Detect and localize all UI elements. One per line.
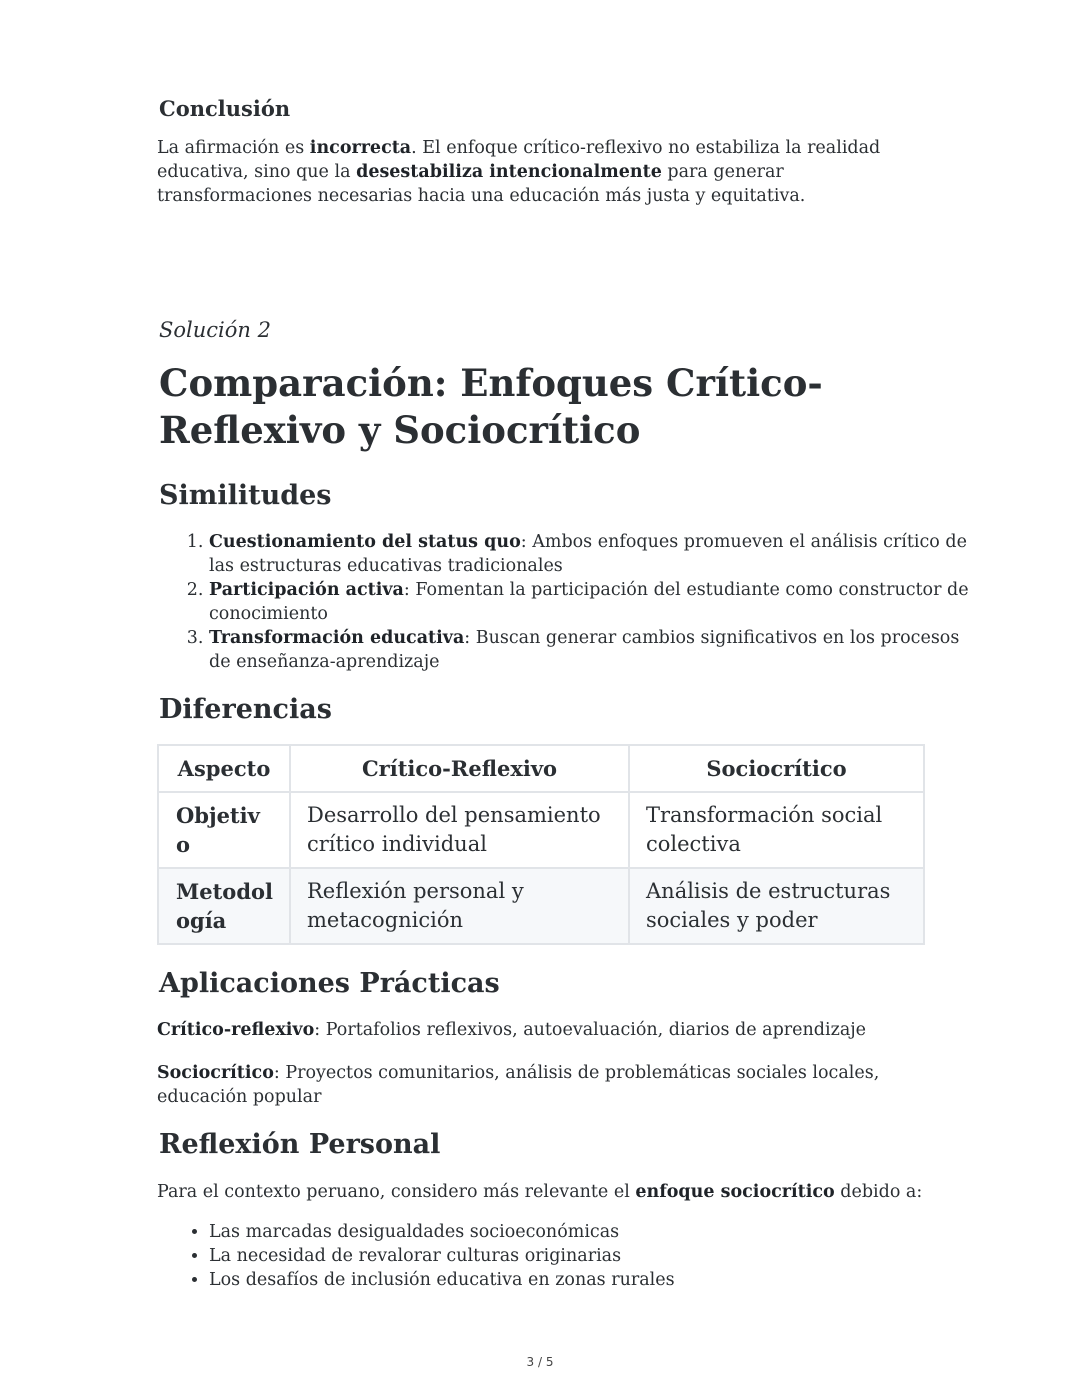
aplicaciones-heading: Aplicaciones Prácticas <box>159 968 500 999</box>
table-header-row <box>158 745 924 792</box>
text-run: debido a: <box>834 1182 923 1202</box>
table-row <box>158 868 924 944</box>
list-item <box>209 626 969 674</box>
reflexion-heading: Reflexión Personal <box>159 1129 441 1160</box>
bold-run: Sociocrítico <box>157 1063 274 1083</box>
list-item: • Las marcadas desigualdades socioeconómicas <box>209 1220 675 1244</box>
table-cell: Análisis de estructuras sociales y poder <box>629 868 924 944</box>
item-term: Cuestionamiento del status quo <box>209 532 521 552</box>
header-critico-reflexivo: Crítico-Reflexivo <box>290 745 629 792</box>
text-run: para generar transformaciones necesarias hacia una educación más justa y equitativa. <box>157 162 806 206</box>
bold-run: incorrecta <box>309 138 412 158</box>
aplicacion-sociocritico <box>157 1061 925 1109</box>
text-run: Para el contexto peruano, considero más relevante el <box>157 1182 636 1202</box>
diferencias-table <box>157 744 925 945</box>
reflexion-intro <box>157 1180 925 1204</box>
text-run: . El enfoque crítico-reflexivo no estabiliza la realidad educativa, sino que la <box>157 138 881 182</box>
diferencias-heading: Diferencias <box>159 694 332 725</box>
list-item <box>209 530 969 578</box>
text-run: : Proyectos comunitarios, análisis de problemáticas sociales locales, educación popular <box>157 1063 880 1107</box>
conclusion-paragraph <box>157 136 917 208</box>
list-item <box>209 578 969 626</box>
table-cell: Desarrollo del pensamiento crítico individual <box>290 792 629 868</box>
item-text: : Ambos enfoques promueven el análisis crítico de las estructuras educativas tradicionales <box>209 532 967 576</box>
header-sociocritico: Sociocrítico <box>629 745 924 792</box>
row-aspect: Metodología <box>158 868 290 944</box>
bold-run: Crítico-reflexivo <box>157 1020 315 1040</box>
list-item: • Los desafíos de inclusión educativa en zonas rurales <box>209 1268 675 1292</box>
bold-run: desestabiliza intencionalmente <box>356 162 662 182</box>
aplicacion-critico <box>157 1018 925 1042</box>
main-title: Comparación: Enfoques Crítico-Reflexivo y Sociocrítico <box>159 361 823 452</box>
row-aspect: Objetivo <box>158 792 290 868</box>
item-text: : Buscan generar cambios significativos en los procesos de enseñanza-aprendizaje <box>209 628 960 672</box>
reflexion-list <box>157 1220 675 1292</box>
table-row <box>158 792 924 868</box>
item-term: Transformación educativa <box>209 628 465 648</box>
item-text: : Fomentan la participación del estudiante como constructor de conocimiento <box>209 580 969 624</box>
bold-run: enfoque sociocrítico <box>635 1182 835 1202</box>
similitudes-heading: Similitudes <box>159 480 332 511</box>
item-term: Participación activa <box>209 580 404 600</box>
table-cell: Reflexión personal y metacognición <box>290 868 629 944</box>
header-aspecto: Aspecto <box>158 745 290 792</box>
text-run: : Portafolios reflexivos, autoevaluación, diarios de aprendizaje <box>314 1020 867 1040</box>
list-item: • La necesidad de revalorar culturas originarias <box>209 1244 675 1268</box>
table-cell: Transformación social colectiva <box>629 792 924 868</box>
conclusion-heading: Conclusión <box>159 96 291 121</box>
text-run: La afirmación es <box>157 138 310 158</box>
page-number: 3 / 5 <box>526 1355 554 1369</box>
similitudes-list <box>157 530 969 674</box>
solution-label: Solución 2 <box>159 318 271 342</box>
